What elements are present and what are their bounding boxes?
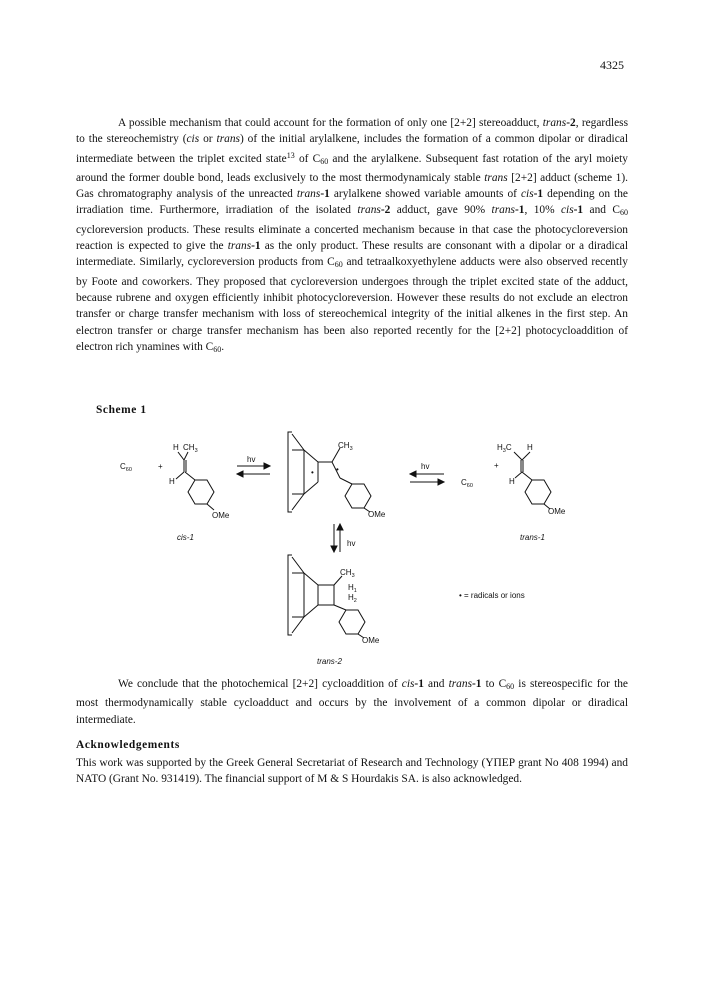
c60-label-left: $C_{60}$ — [120, 462, 132, 473]
trans-h3c: $H_3C$ — [497, 443, 512, 454]
trans-h-top: H — [527, 443, 533, 452]
paragraph-mechanism: A possible mechanism that could account for the formation of only one [2+2] stereoadduct, trans-2, regardless to the stereochemistry (cis or trans) of the initial arylalkene, includes the formation of a common dipolar or diradical intermediate between the triplet excited state$^{13}$ of $C_{60}$ and the arylalkene. Subsequent fast rotation of the aryl moiety around the former double bond, leads exclusively to the most thermodynamicaly stable trans [2+2] adduct (scheme 1). Gas chromatography analysis of the unreacted trans-1 arylalkene showed variable amounts of cis-1 depending on the irradiation time. Furthermore, irradiation of the isolated trans-2 adduct, gave 90% trans-1, 10% cis-1 and $C_{60}$ cycloreversion products. These results eliminate a concerted mechanism because in that case the photocycloreversion reaction is expected to give the trans-1 as the only product. These results are consonant with a dipolar or a diradical intermediate. Similarly, cycloreversion products from $C_{60}$ and tetraalkoxyethylene adducts were also observed recently by Foote and coworkers. They proposed that cycloreversion undergoes through the triplet excited state of the adduct, because rubrene and oxygen efficiently inhibit photocycloreversion. However these results do not exclude an electron transfer or charge transfer mechanism with loss of stereochemical integrity of the initial alkenes in the first step. An electron transfer or charge transfer mechanism has been also reported recently for the [2+2] photocycloaddition of electron rich ynamines with $C_{60}$. — [76, 117, 628, 354]
equilibrium-arrows-right — [410, 471, 444, 485]
cis-h-top: H — [173, 443, 179, 452]
plus-left: + — [158, 462, 163, 471]
trans-h-side: H — [509, 477, 515, 486]
trans-2-ome: OMe — [362, 636, 380, 645]
trans-2-ch3: $CH_3$ — [340, 568, 355, 579]
hv-label-left: hv — [247, 455, 256, 464]
radical-dot-2: • — [336, 465, 339, 474]
acknowledgements-heading: Acknowledgements — [76, 739, 180, 751]
hv-label-vertical: hv — [347, 539, 356, 548]
trans-1-structure — [514, 452, 551, 509]
cis-h-side: H — [169, 477, 175, 486]
page-number: 4325 — [600, 58, 624, 72]
paragraph-acknowledgements: This work was supported by the Greek General Secretariat of Research and Technology (ΥΠΕΡ grant No 408 1994) and NATO (Grant No. 931419). The financial support of M & S Hourdakis SA. is also acknowledged. — [76, 757, 628, 786]
radical-legend: • = radicals or ions — [459, 591, 525, 600]
cis-ome: OMe — [212, 511, 230, 520]
hv-label-right: hv — [421, 462, 430, 471]
plus-right: + — [494, 461, 499, 470]
trans-ome: OMe — [548, 507, 566, 516]
radical-dot-1: • — [311, 468, 314, 477]
trans-2-label: trans-2 — [317, 657, 342, 666]
equilibrium-arrows-left — [237, 463, 270, 477]
cis-1-structure — [176, 452, 214, 510]
trans-2-h1: $H_1$ — [348, 583, 357, 594]
intermediate-ome: OMe — [368, 510, 386, 519]
vertical-equilibrium-arrows — [331, 524, 343, 552]
intermediate-ch3: $CH_3$ — [338, 441, 353, 452]
cis-1-label: cis-1 — [177, 533, 194, 542]
cis-ch3: $CH_3$ — [183, 443, 198, 454]
paragraph-conclusion: We conclude that the photochemical [2+2] cycloaddition of cis-1 and trans-1 to $C_{60}$ is stereospecific for the most thermodynamically stable cycloadduct and occurs by the involvement of a common dipolar or diradical intermediate. — [76, 678, 628, 726]
trans-1-label: trans-1 — [520, 533, 545, 542]
intermediate-structure — [288, 432, 371, 512]
scheme-heading: Scheme 1 — [96, 404, 147, 416]
trans-2-h2: $H_2$ — [348, 593, 357, 604]
c60-label-right: $C_{60}$ — [461, 478, 473, 489]
